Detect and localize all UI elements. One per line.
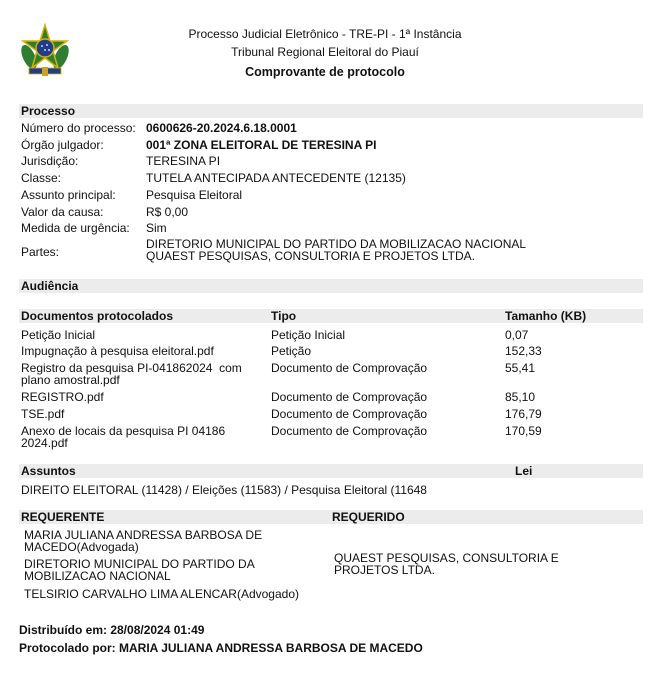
jurisdicao-value: TERESINA PI (146, 154, 221, 168)
brasao-emblem-icon (18, 23, 72, 77)
document-type: Documento de Comprovação (271, 407, 428, 421)
classe-value: TUTELA ANTECIPADA ANTECEDENTE (12135) (146, 171, 406, 185)
assuntos-header-row (19, 464, 643, 478)
document-size: 85,10 (505, 390, 536, 404)
header-documentos: Documentos protocolados (21, 309, 174, 323)
document-size: 176,79 (505, 407, 542, 421)
document-title: Comprovante de protocolo (245, 65, 405, 79)
field-label: Órgão julgador: (21, 138, 104, 152)
document-type: Petição (271, 344, 312, 358)
section-audiencia: Audiência (19, 279, 643, 293)
document-size: 170,59 (505, 424, 542, 438)
document-name[interactable]: Impugnação à pesquisa eleitoral.pdf (21, 344, 214, 358)
document-name[interactable]: Registro da pesquisa PI-041862024 com plano amostral.pdf (21, 361, 242, 387)
numero-processo-value: 0600626-20.2024.6.18.0001 (146, 121, 297, 135)
documentos-header-row (19, 309, 643, 323)
header-tamanho: Tamanho (KB) (505, 309, 587, 323)
document-name[interactable]: Petição Inicial (21, 328, 96, 342)
header-lei: Lei (515, 464, 533, 478)
header-requerente: REQUERENTE (21, 510, 105, 524)
assunto-principal-value: Pesquisa Eleitoral (146, 188, 243, 202)
document-size: 55,41 (505, 361, 536, 375)
assuntos-text: DIREITO ELEITORAL (11428) / Eleições (11583) / Pesquisa Eleitoral (11648 (21, 483, 427, 497)
requerente-item: TELSIRIO CARVALHO LIMA ALENCAR(Advogado) (24, 587, 299, 601)
valor-causa-value: R$ 0,00 (146, 205, 189, 219)
field-label: Classe: (21, 171, 62, 185)
document-name[interactable]: Anexo de locais da pesquisa PI 04186 2024.pdf (21, 424, 226, 450)
distribuido-em: Distribuído em: 28/08/2024 01:49 (19, 623, 205, 637)
medida-urgencia-value: Sim (146, 221, 167, 235)
field-label: Assunto principal: (21, 188, 116, 202)
header-tipo: Tipo (271, 309, 297, 323)
document-type: Documento de Comprovação (271, 390, 428, 404)
field-label: Medida de urgência: (21, 221, 130, 235)
partes-label: Partes: (21, 245, 60, 259)
orgao-julgador-value: 001ª ZONA ELEITORAL DE TERESINA PI (146, 138, 377, 152)
field-label: Jurisdição: (21, 154, 79, 168)
header-line-2: Tribunal Regional Eleitoral do Piauí (231, 45, 419, 59)
partes-line-1: DIRETORIO MUNICIPAL DO PARTIDO DA MOBILIZACAO NACIONAL (146, 237, 527, 251)
document-type: Documento de Comprovação (271, 424, 428, 438)
document-name[interactable]: REGISTRO.pdf (21, 390, 104, 404)
header-line-1: Processo Judicial Eletrônico - TRE-PI - 1ª Instância (188, 27, 462, 41)
header-requerido: REQUERIDO (332, 510, 405, 524)
field-label: Valor da causa: (21, 205, 104, 219)
document-size: 0,07 (505, 328, 529, 342)
header-assuntos: Assuntos (21, 464, 76, 478)
partes-header-row (19, 510, 643, 524)
document-type: Documento de Comprovação (271, 361, 428, 375)
requerente-item: MARIA JULIANA ANDRESSA BARBOSA DE MACEDO(Advogada) (24, 528, 263, 554)
document-size: 152,33 (505, 344, 542, 358)
document-type: Petição Inicial (271, 328, 346, 342)
partes-line-2: QUAEST PESQUISAS, CONSULTORIA E PROJETOS LTDA. (146, 249, 475, 263)
protocolado-por: Protocolado por: MARIA JULIANA ANDRESSA BARBOSA DE MACEDO (19, 641, 423, 655)
field-label: Número do processo: (21, 121, 136, 135)
requerido-item: QUAEST PESQUISAS, CONSULTORIA E PROJETOS LTDA. (334, 551, 559, 577)
document-name[interactable]: TSE.pdf (21, 407, 65, 421)
section-processo: Processo (19, 104, 643, 118)
requerente-item: DIRETORIO MUNICIPAL DO PARTIDO DA MOBILIZACAO NACIONAL (24, 557, 255, 583)
